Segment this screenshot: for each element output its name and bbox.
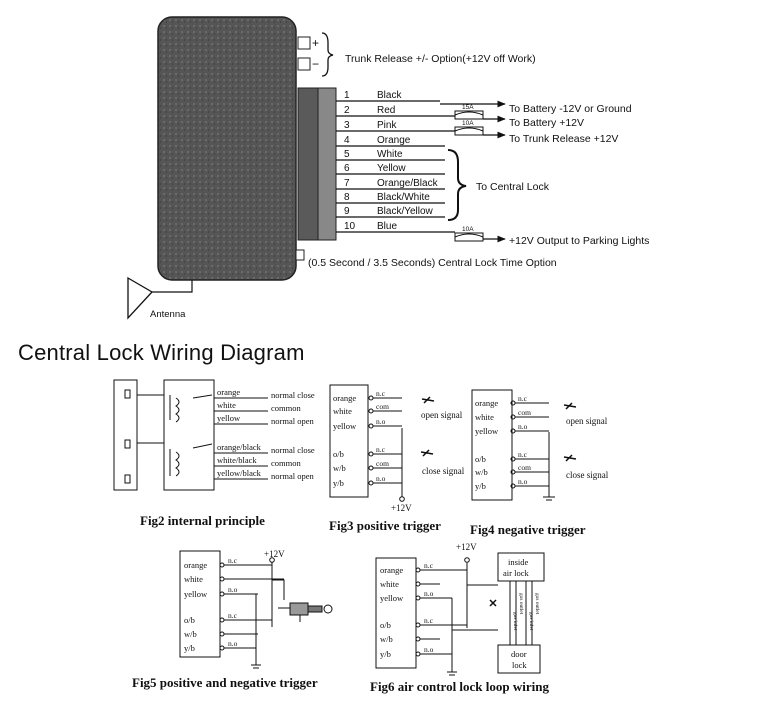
fuse-10a-parking: 10A — [462, 226, 474, 233]
fig6-switch-icon — [490, 600, 496, 606]
fig4-contact: com — [518, 408, 531, 417]
wire-color: Black — [377, 90, 402, 101]
fig2-wire: orange/black — [217, 442, 261, 452]
fig5-wire: white — [184, 574, 203, 584]
fig2-function: common — [271, 403, 301, 413]
fig3-wire: y/b — [333, 478, 344, 488]
connector-housing — [318, 88, 336, 240]
dest-battery-12v: To Battery +12V — [509, 117, 585, 129]
fig4-contact: com — [518, 463, 531, 472]
fig5-supply: +12V — [264, 549, 285, 559]
fig4-wire: yellow — [475, 426, 499, 436]
wire-color: Yellow — [377, 163, 406, 174]
wire-color: White — [377, 149, 403, 160]
fig2-function: normal open — [271, 471, 314, 481]
fig5-wire: yellow — [184, 589, 208, 599]
fig6-valve-1: gas inlet — [512, 612, 518, 631]
wire-number: 10 — [344, 221, 356, 232]
fig3-contact: n.o — [376, 474, 386, 483]
fig6-wire: y/b — [380, 649, 391, 659]
fig2-wire: yellow/black — [217, 468, 261, 478]
fig6-valve-2: gas outlet — [518, 593, 524, 615]
fig6-supply: +12V — [456, 542, 477, 552]
dest-parking: +12V Output to Parking Lights — [509, 235, 650, 247]
wire-harness — [336, 90, 455, 232]
fig6-air-lock: air lock — [503, 568, 529, 578]
fig3-contact: n.o — [376, 417, 386, 426]
connector-plug — [298, 88, 318, 240]
fig3-supply: +12V — [391, 503, 412, 513]
fig4-close-signal: close signal — [566, 470, 609, 480]
fig6-valve-4: gas outlet — [534, 593, 540, 615]
wire-number: 8 — [344, 192, 350, 203]
fig4-wire: orange — [475, 398, 499, 408]
fig4-open-signal: open signal — [566, 416, 608, 426]
module-body — [158, 17, 296, 280]
fig4-contact: n.o — [518, 477, 528, 486]
fig3-contact: n.c — [376, 389, 385, 398]
section-title: Central Lock Wiring Diagram — [18, 340, 305, 365]
fig5-caption: Fig5 positive and negative trigger — [132, 675, 318, 690]
fig3-open-switch-icon — [422, 397, 434, 403]
fig5-contact: n.c — [228, 556, 237, 565]
wire-number: 7 — [344, 178, 350, 189]
fig3-contact: com — [376, 459, 389, 468]
fig4-contact: n.c — [518, 394, 527, 403]
fig4-close-switch-icon — [564, 455, 576, 461]
fig6-door: door — [511, 649, 527, 659]
fig4-negative-trigger — [470, 390, 609, 537]
fig6-contact: n.o — [424, 645, 434, 654]
fig5-wire: w/b — [184, 629, 197, 639]
fig4-wire: w/b — [475, 467, 488, 477]
dest-trunk: To Trunk Release +12V — [509, 133, 619, 145]
antenna-label: Antenna — [150, 309, 186, 320]
fig4-wire: y/b — [475, 481, 486, 491]
wire-number: 3 — [344, 120, 350, 131]
dest-battery-ground: To Battery -12V or Ground — [509, 103, 632, 115]
fuse-10a-trunk: 10A — [462, 120, 474, 127]
fig6-wire: orange — [380, 565, 404, 575]
wire-destinations — [440, 103, 649, 247]
trunk-brace — [322, 33, 333, 76]
fig3-open-signal: open signal — [421, 410, 463, 420]
fig3-wire: white — [333, 406, 352, 416]
fig2-internal-principle — [114, 380, 315, 528]
fig3-close-signal: close signal — [422, 466, 465, 476]
wire-number: 2 — [344, 105, 350, 116]
fig6-inside: inside — [508, 557, 529, 567]
fig6-contact: n.o — [424, 589, 434, 598]
fig4-wire: o/b — [475, 454, 486, 464]
fig5-positive-negative-trigger — [132, 549, 332, 690]
fig3-positive-trigger — [329, 385, 465, 533]
fig2-function: common — [271, 458, 301, 468]
alarm-module — [128, 17, 557, 320]
fig2-caption: Fig2 internal principle — [140, 513, 265, 528]
fig5-contact: n.o — [228, 639, 238, 648]
fig4-open-switch-icon — [564, 403, 576, 409]
fig6-contact: n.c — [424, 616, 433, 625]
fig2-wire: orange — [217, 387, 241, 397]
fig2-function: normal close — [271, 445, 315, 455]
fig5-wire: y/b — [184, 643, 195, 653]
fig3-wire: orange — [333, 393, 357, 403]
wire-number: 9 — [344, 206, 350, 217]
time-option-label: (0.5 Second / 3.5 Seconds) Central Lock Time Option — [308, 257, 557, 269]
fig5-contact: n.o — [228, 585, 238, 594]
fig2-function: normal open — [271, 416, 314, 426]
fig2-function: normal close — [271, 390, 315, 400]
fig5-contact: n.c — [228, 611, 237, 620]
trunk-plus: + — [312, 36, 320, 50]
fig4-wire: white — [475, 412, 494, 422]
wire-color: Orange/Black — [377, 178, 438, 189]
fig6-caption: Fig6 air control lock loop wiring — [370, 679, 549, 694]
trunk-label: Trunk Release +/- Option(+12V off Work) — [345, 53, 536, 65]
wire-color: Black/Yellow — [377, 206, 433, 217]
fig3-wire: o/b — [333, 449, 344, 459]
fig6-air-control-lock — [370, 542, 549, 694]
wire-number: 6 — [344, 163, 350, 174]
fig6-contact: n.c — [424, 561, 433, 570]
wire-number: 1 — [344, 90, 350, 101]
fig6-lock: lock — [512, 660, 527, 670]
fig5-wire: orange — [184, 560, 208, 570]
fig4-contact: n.c — [518, 450, 527, 459]
fig4-contact: n.o — [518, 422, 528, 431]
wire-color: Pink — [377, 120, 397, 131]
fig3-close-switch-icon — [421, 450, 433, 456]
fig4-caption: Fig4 negative trigger — [470, 522, 586, 537]
fig3-contact: n.c — [376, 445, 385, 454]
fig6-wire: o/b — [380, 620, 391, 630]
dest-central-lock: To Central Lock — [476, 181, 549, 193]
fig6-wire: white — [380, 579, 399, 589]
fig2-wire: white/black — [217, 455, 257, 465]
fig2-wire: yellow — [217, 413, 241, 423]
fig3-caption: Fig3 positive trigger — [329, 518, 441, 533]
fig3-wire: w/b — [333, 463, 346, 473]
wire-color: Blue — [377, 221, 398, 232]
fig5-actuator-icon — [278, 603, 332, 622]
wire-number: 4 — [344, 135, 350, 146]
fig3-contact: com — [376, 402, 389, 411]
fig5-wire: o/b — [184, 615, 195, 625]
wire-color: Red — [377, 105, 396, 116]
wire-color: Orange — [377, 135, 411, 146]
wire-color: Black/White — [377, 192, 430, 203]
fig6-wire: w/b — [380, 634, 393, 644]
fig2-wire: white — [217, 400, 236, 410]
antenna-icon — [128, 278, 152, 318]
fig6-valve-3: gas inlet — [528, 612, 534, 631]
fig3-wire: yellow — [333, 421, 357, 431]
trunk-minus: − — [312, 57, 320, 71]
fig6-wire: yellow — [380, 593, 404, 603]
wire-number: 5 — [344, 149, 350, 160]
fuse-15a: 15A — [462, 104, 474, 111]
